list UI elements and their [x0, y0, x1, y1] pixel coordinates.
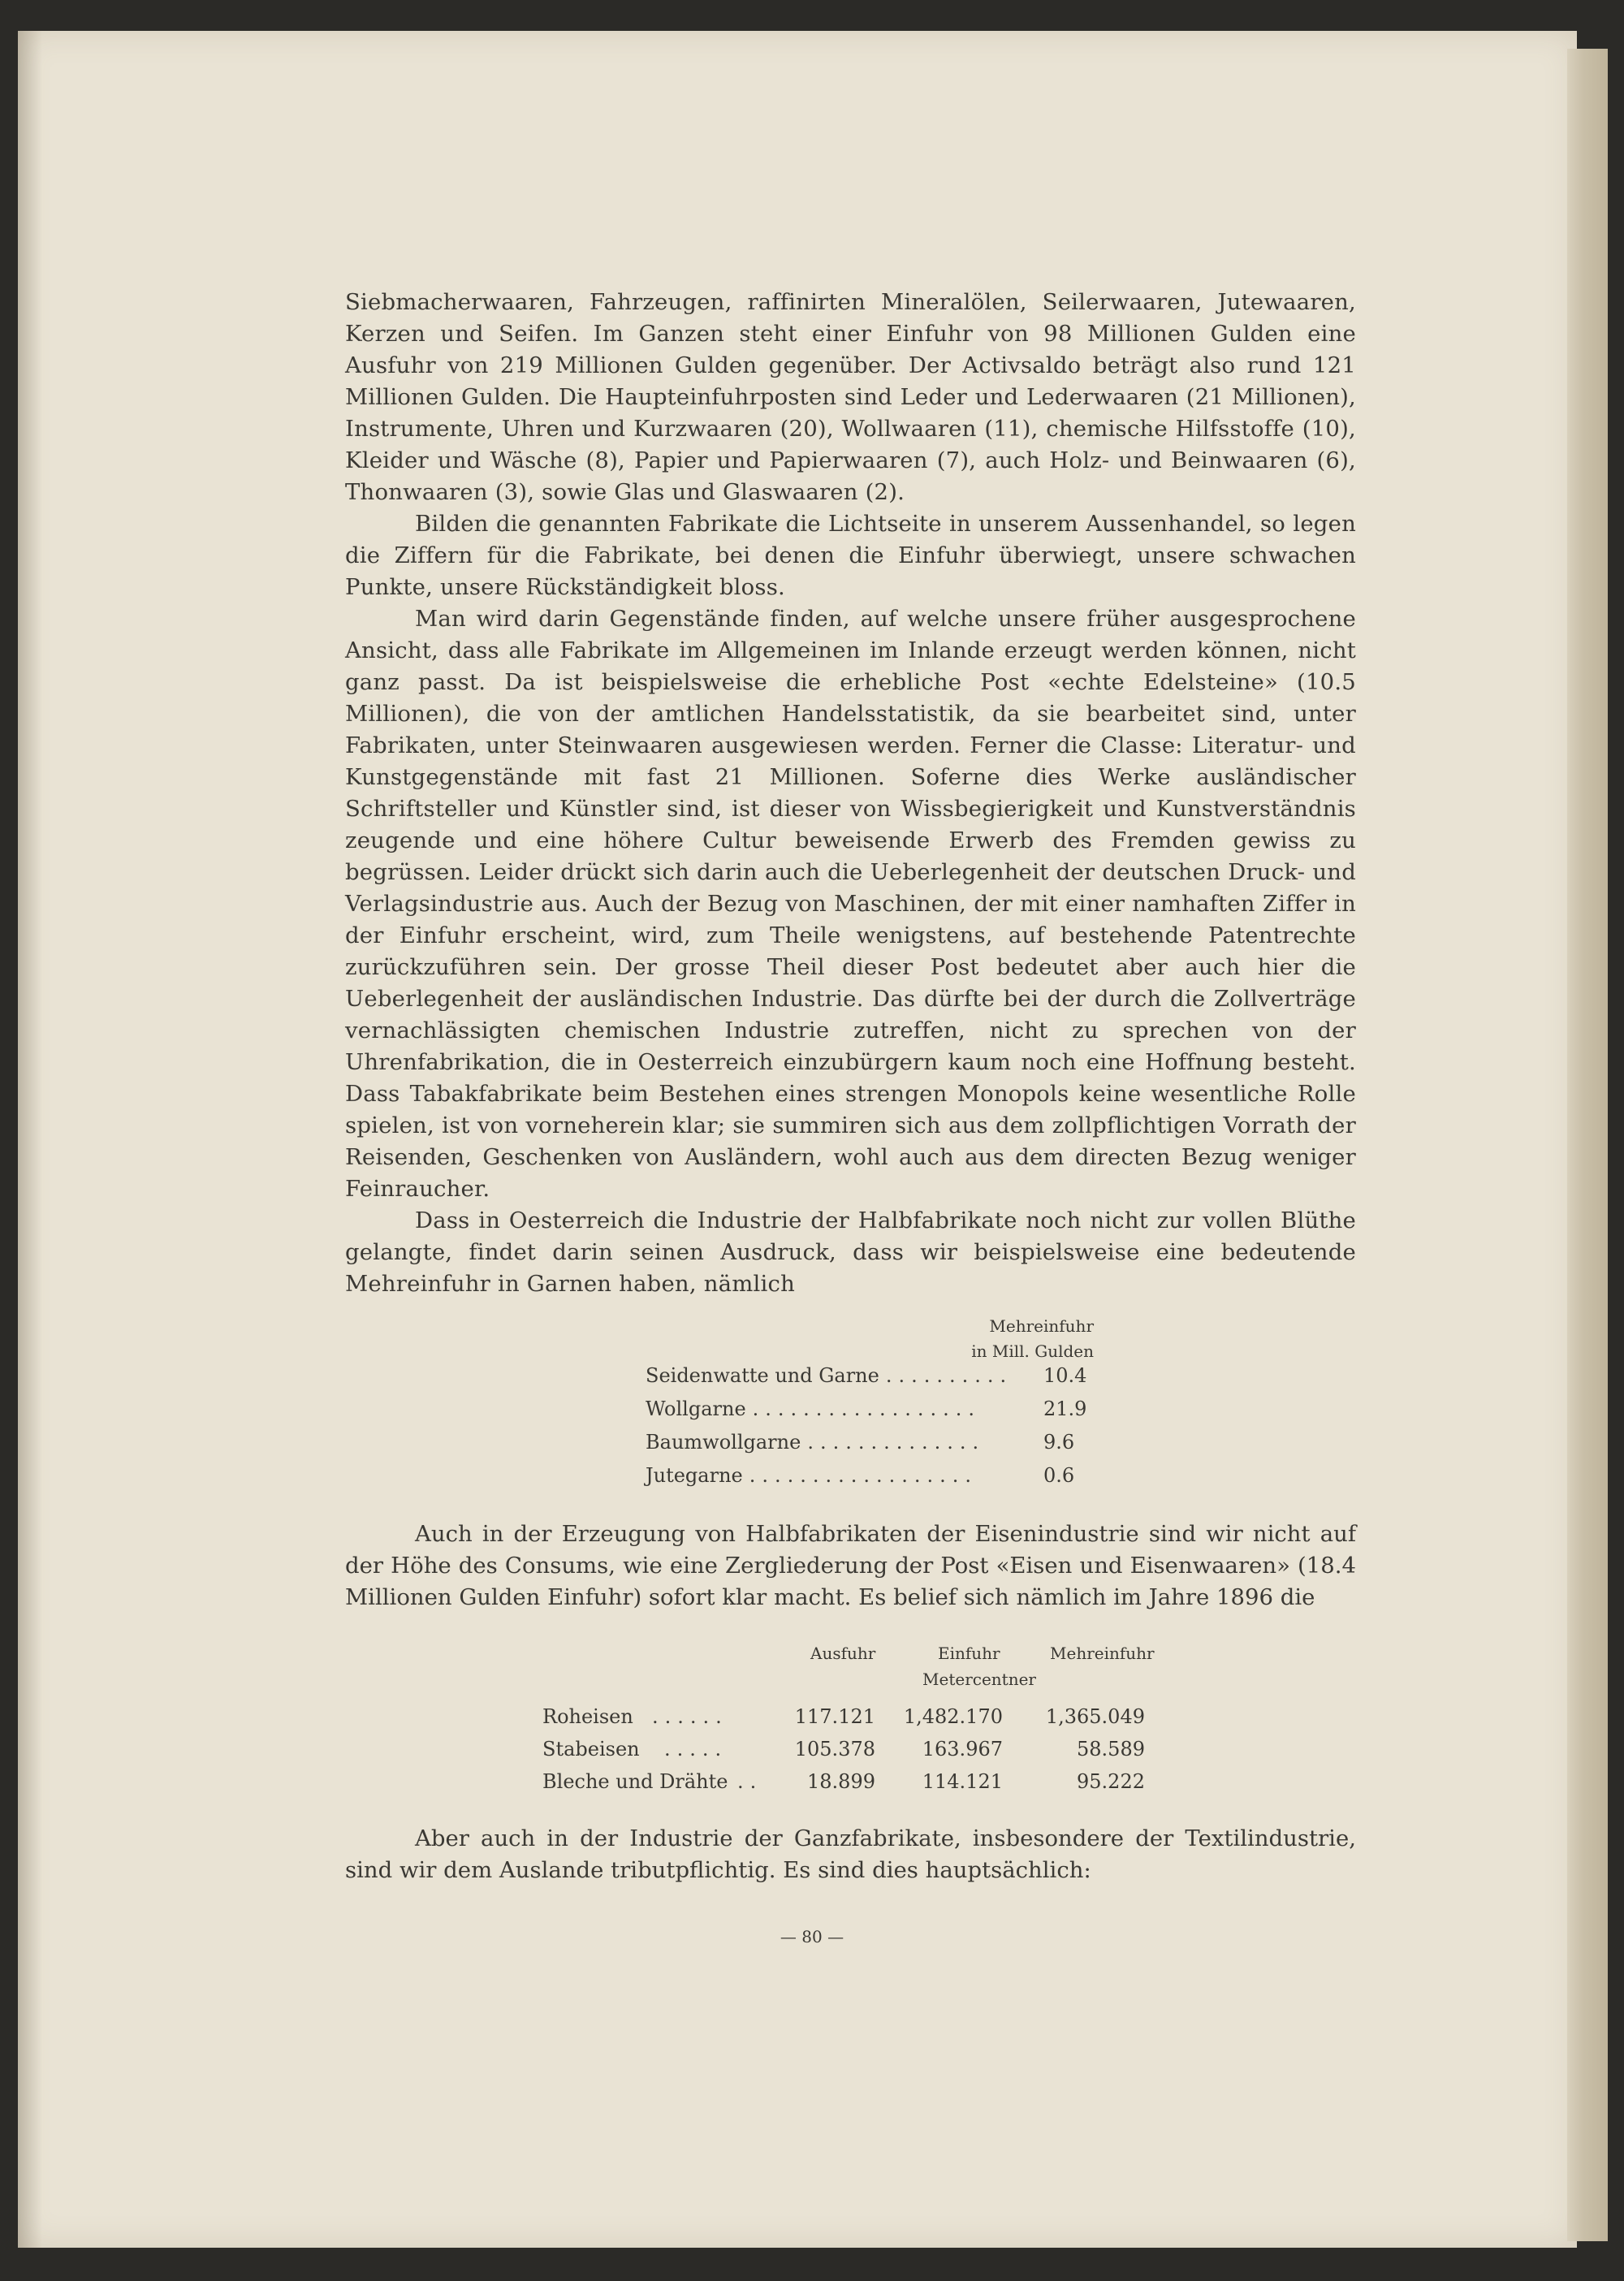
table-row: [542, 1770, 1160, 1803]
yarn-header-line2: in Mill. Gulden: [971, 1341, 1094, 1361]
table-row: [646, 1398, 1100, 1431]
paragraph-1: Siebmacherwaaren, Fahrzeugen, raffinirten Mineralölen, Seilerwaaren, Jutewaaren, Kerzen und Seifen. Im Ganzen steht einer Einfuhr von 98 Millionen Gulden eine Ausfuhr von 219 Millionen Gulden gegenüber. Der Activsaldo beträgt also rund 121 Millionen Gulden. Die Haupteinfuhrposten sind Leder und Lederwaaren (21 Millionen), Instrumente, Uhren und Kurzwaaren (20), Wollwaaren (11), chemische Hilfsstoffe (10), Kleider und Wäsche (8), Papier und Papierwaaren (7), auch Holz- und Beinwaaren (6), Thonwaaren (3), sowie Glas und Glaswaaren (2).: [345, 289, 1356, 505]
mehreinfuhr-value: 1,365.049: [1045, 1705, 1145, 1728]
paragraph-4: Dass in Oesterreich die Industrie der Halbfabrikate noch nicht zur vollen Blüthe gelangte, findet darin seinen Ausdruck, dass wir beispielsweise eine bedeutende Mehreinfuhr in Garnen haben, nämlich: [345, 1207, 1356, 1297]
yarn-name: Wollgarne: [646, 1398, 746, 1420]
einfuhr-value: 1,482.170: [903, 1705, 1003, 1728]
einfuhr-value: 163.967: [922, 1738, 1003, 1760]
ausfuhr-value: 105.378: [794, 1738, 875, 1760]
iron-name: Roheisen: [542, 1705, 633, 1728]
ausfuhr-value: 117.121: [794, 1705, 875, 1728]
table-row: [646, 1364, 1100, 1398]
yarn-value: 10.4: [1043, 1364, 1087, 1387]
leader-dots: ..........: [885, 1364, 1013, 1387]
yarn-name: Seidenwatte und Garne: [646, 1364, 879, 1387]
paragraph-2: Bilden die genannten Fabrikate die Lichtseite in unserem Aussenhandel, so legen die Ziffern für die Fabrikate, bei denen die Einfuhr überwiegt, unsere schwachen Punkte, unsere Rückständigkeit bloss.: [345, 511, 1356, 600]
col-einfuhr: Einfuhr: [938, 1644, 1000, 1663]
einfuhr-value: 114.121: [922, 1770, 1003, 1793]
paragraph-iron: Auch in der Erzeugung von Halbfabrikaten der Eisenindustrie sind wir nicht auf der Höhe des Consums, wie eine Zergliederung der Post «Eisen und Eisenwaaren» (18.4 Millionen Gulden Einfuhr) sofort klar macht. Es belief sich nämlich im Jahre 1896 die: [345, 1521, 1356, 1610]
table-row: [646, 1464, 1100, 1497]
paragraph-last-block: [345, 1823, 1356, 1886]
leader-dots: ..: [737, 1770, 763, 1793]
paragraph-3: Man wird darin Gegenstände finden, auf welche unsere früher ausgesprochene Ansicht, dass alle Fabrikate im Allgemeinen im Inlande erzeugt werden können, nicht ganz passt. Da ist beispielsweise die erhebliche Post «echte Edelsteine» (10.5 Millionen), die von der amtlichen Handelsstatistik, da sie bearbeitet sind, unter Fabrikaten, unter Steinwaaren ausgewiesen werden. Ferner die Classe: Literatur- und Kunstgegenstände mit fast 21 Millionen. Soferne dies Werke ausländischer Schriftsteller und Künstler sind, ist dieser von Wissbegierigkeit und Kunstverständnis zeugende und eine höhere Cultur beweisende Erwerb des Fremden gewiss zu begrüssen. Leider drückt sich darin auch die Ueberlegenheit der deutschen Druck- und Verlagsindustrie aus. Auch der Bezug von Maschinen, der mit einer namhaften Ziffer in der Einfuhr erscheint, wird, zum Theile wenigstens, auf bestehende Patentrechte zurückzuführen sein. Der grosse Theil dieser Post bedeutet aber auch hier die Ueberlegenheit der ausländischen Industrie. Das dürfte bei der durch die Zollverträge vernachlässigten chemischen Industrie zutreffen, nicht zu sprechen von der Uhrenfabrikation, die in Oesterreich einzubürgern kaum noch eine Hoffnung besteht. Dass Tabakfabrikate beim Bestehen eines strengen Monopols keine wesentliche Rolle spielen, ist von vorneherein klar; sie summiren sich aus dem zollpflichtigen Vorrath der Reisenden, Geschenken von Ausländern, wohl auch aus dem directen Bezug weniger Feinraucher.: [345, 606, 1356, 1202]
yarn-name: Jutegarne: [646, 1464, 743, 1487]
unit-label: Metercentner: [922, 1670, 1036, 1689]
yarn-value: 9.6: [1043, 1431, 1075, 1454]
mehreinfuhr-value: 58.589: [1077, 1738, 1145, 1760]
paragraph-iron-block: [345, 1519, 1356, 1614]
table-row: [542, 1705, 1160, 1738]
leader-dots: ..................: [749, 1464, 978, 1487]
table-row: [646, 1431, 1100, 1464]
yarn-value: 21.9: [1043, 1398, 1087, 1420]
mehreinfuhr-value: 95.222: [1077, 1770, 1145, 1793]
iron-table-header: [542, 1644, 1160, 1705]
ausfuhr-value: 18.899: [807, 1770, 875, 1793]
spine-shadow: [18, 31, 42, 2248]
leader-dots: ..............: [807, 1431, 986, 1454]
page-number: — 80 —: [780, 1927, 844, 1946]
yarn-name: Baumwollgarne: [646, 1431, 801, 1454]
table-row: [542, 1738, 1160, 1770]
iron-trade-table: [542, 1644, 1160, 1803]
col-ausfuhr: Ausfuhr: [810, 1644, 876, 1663]
yarn-table-header: [646, 1314, 1100, 1364]
page-edge: [1567, 49, 1608, 2241]
leader-dots: ..................: [752, 1398, 981, 1420]
iron-name: Stabeisen: [542, 1738, 640, 1760]
iron-name: Bleche und Drähte: [542, 1770, 728, 1793]
yarn-value: 0.6: [1043, 1464, 1075, 1487]
paragraph-last: Aber auch in der Industrie der Ganzfabrikate, insbesondere der Textilindustrie, sind wir dem Auslande tributpflichtig. Es sind dies hauptsächlich:: [345, 1825, 1356, 1883]
yarn-header-line1: Mehreinfuhr: [989, 1316, 1094, 1336]
body-text: [345, 287, 1356, 1300]
col-mehreinfuhr: Mehreinfuhr: [1050, 1644, 1155, 1663]
leader-dots: .....: [664, 1738, 728, 1760]
leader-dots: ......: [652, 1705, 728, 1728]
yarn-import-table: [646, 1314, 1100, 1497]
